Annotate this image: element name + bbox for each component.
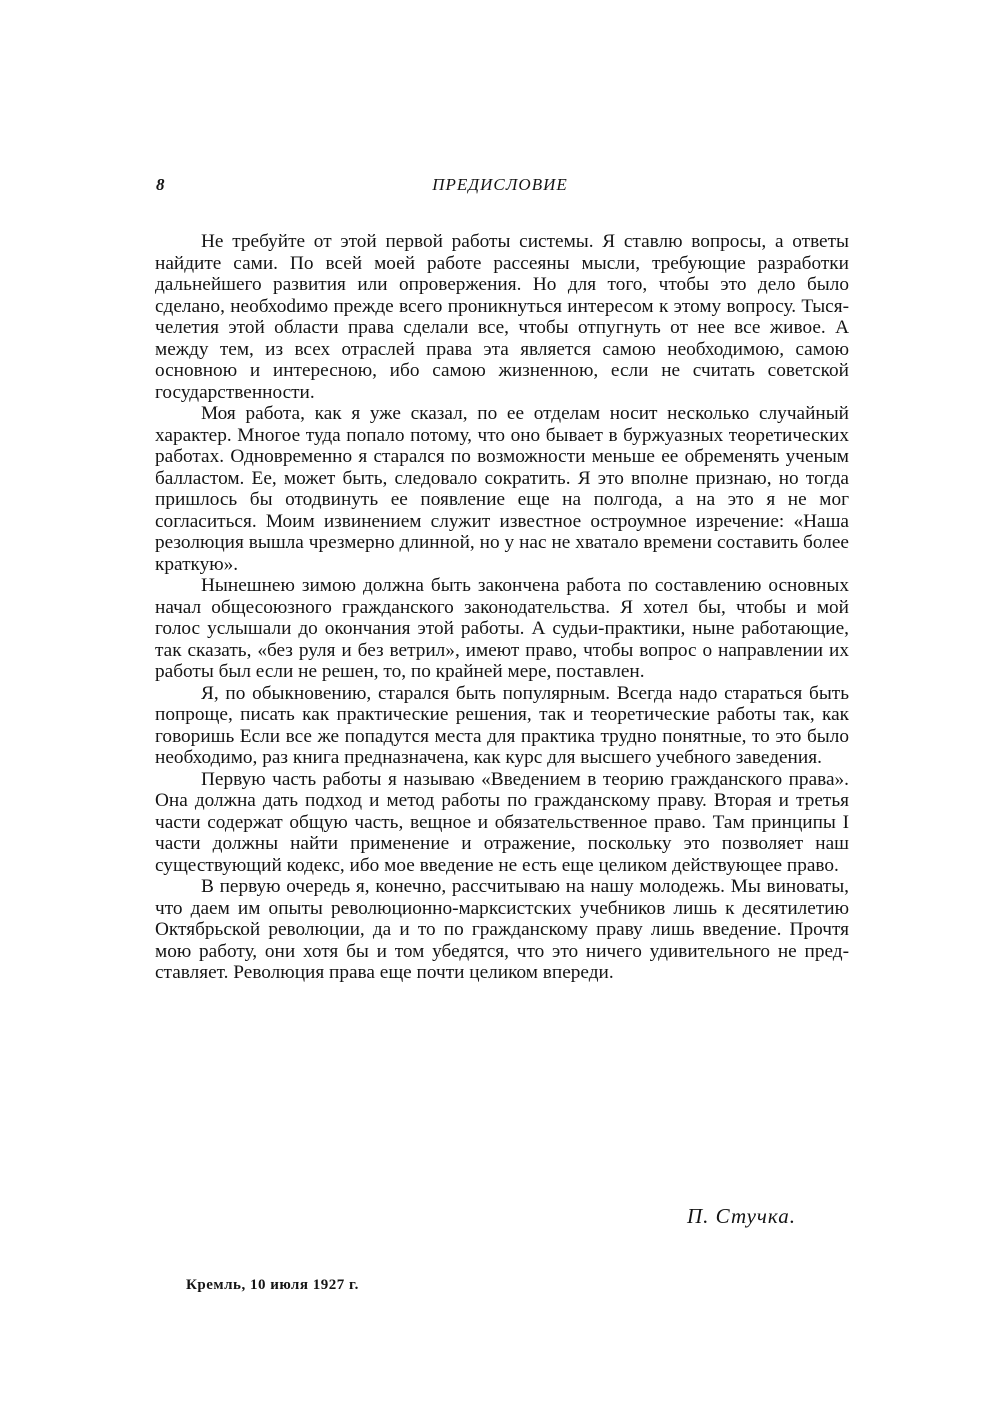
running-head [152, 175, 848, 199]
section-title: ПРЕДИСЛОВИЕ [432, 175, 568, 194]
paragraph-5: Первую часть работы я называю «Введением в теорию гражданского права». Она должна дать подход и метод работы по гражданскому праву. Вторая и третья части содержат общую часть, вещное и обязательственное право. Там принципы I части должны найти применение и отражение, поскольку это позволяет наш существующий кодекс, ибо мое введение не есть еще целиком действующее право. [155, 768, 849, 876]
place-date-line: Кремль, 10 июля 1927 г. [186, 1277, 359, 1293]
paragraph-2: Моя работа, как я уже сказал, по ее отделам носит несколько случайный характер. Многое туда попало потому, что оно бывает в буржуазных теоретических работах. Одновременно я старался по возможности меньше ее обременять ученым балластом. Ее, может быть, следовало сократить. Я это вполне признаю, но тогда пришлось бы отодвинуть ее появление еще на полгода, а на это я не мог согласиться. Моим извинением служит известное остроумное изречение: «Наша резолюция вышла чрезмерно длинной, но у нас не хватало времени составить более краткую». [155, 403, 849, 575]
page-number: 8 [156, 175, 166, 194]
paragraph-4: Я, по обыкновению, старался быть популярным. Всегда надо стараться быть попроще, писать как практические решения, так и теоретические работы так, как говоришь Если все же попадутся места для практика трудно понятные, то это было необходимо, раз книга предназначена, как курс для высшего учебного заведения. [155, 682, 849, 768]
paragraph-3: Нынешнею зимою должна быть закончена работа по составлению основных начал общесоюзного гражданского законодательства. Я хотел бы, чтобы и мой голос услышали до окончания этой работы. А судьи-практики, ныне работающие, так сказать, «без руля и без ветрил», имеют право, чтобы вопрос о направлении их работы был если не решен, то, по крайней мере, поставлен. [155, 575, 849, 682]
author-signature: П. Стучка. [686, 1204, 796, 1228]
paragraph-1: Не требуйте от этой первой работы системы. Я ставлю вопросы, а ответы найдите сами. По всей моей работе рассеяны мысли, требующие разработки дальнейшего развития или опровержения. Но для того, чтобы это дело было сделано, необхоdимо прежде всего проникнуться интересом к этому вопросу. Тысячелетия этой области права сделали все, чтобы отпугнуть от нее все живое. А между тем, из всех отраслей права эта является самою необходимою, самою основною и интересною, ибо самою жизненною, если не считать советской государственности. [155, 231, 849, 403]
paragraph-6: В первую очередь я, конечно, рассчитываю на нашу молодежь. Мы виноваты, что даем им опыты революционно-марксистских учебников лишь к десятилетию Октябрьской революции, да и то по гражданскому праву лишь введение. Прочтя мою работу, они хотя бы и том убедятся, что это ничего удивительного не представляет. Революция права еще почти целиком впереди. [155, 876, 849, 983]
preface-body [155, 231, 849, 984]
